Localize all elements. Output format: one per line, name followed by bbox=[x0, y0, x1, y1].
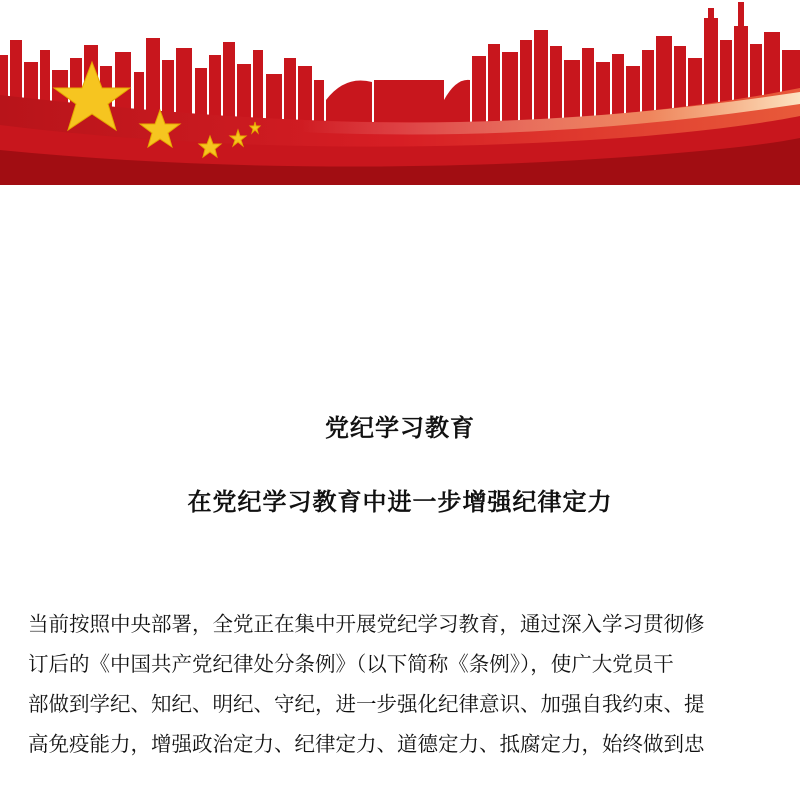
body-line: 订后的《中国共产党纪律处分条例》（以下简称《条例》），使广大党员干 bbox=[28, 652, 674, 676]
header-banner bbox=[0, 0, 800, 185]
document-body bbox=[28, 604, 776, 764]
body-line: 高免疫能力，增强政治定力、纪律定力、道德定力、抵腐定力，始终做到忠 bbox=[28, 732, 705, 756]
city-skyline bbox=[0, 2, 800, 125]
body-line: 部做到学纪、知纪、明纪、守纪，进一步强化纪律意识、加强自我约束、提 bbox=[28, 692, 705, 716]
banner-graphic bbox=[0, 0, 800, 185]
document-title: 党纪学习教育 bbox=[325, 414, 475, 442]
document-subtitle: 在党纪学习教育中进一步增强纪律定力 bbox=[187, 488, 613, 516]
body-line: 当前按照中央部署，全党正在集中开展党纪学习教育，通过深入学习贯彻修 bbox=[28, 612, 705, 636]
